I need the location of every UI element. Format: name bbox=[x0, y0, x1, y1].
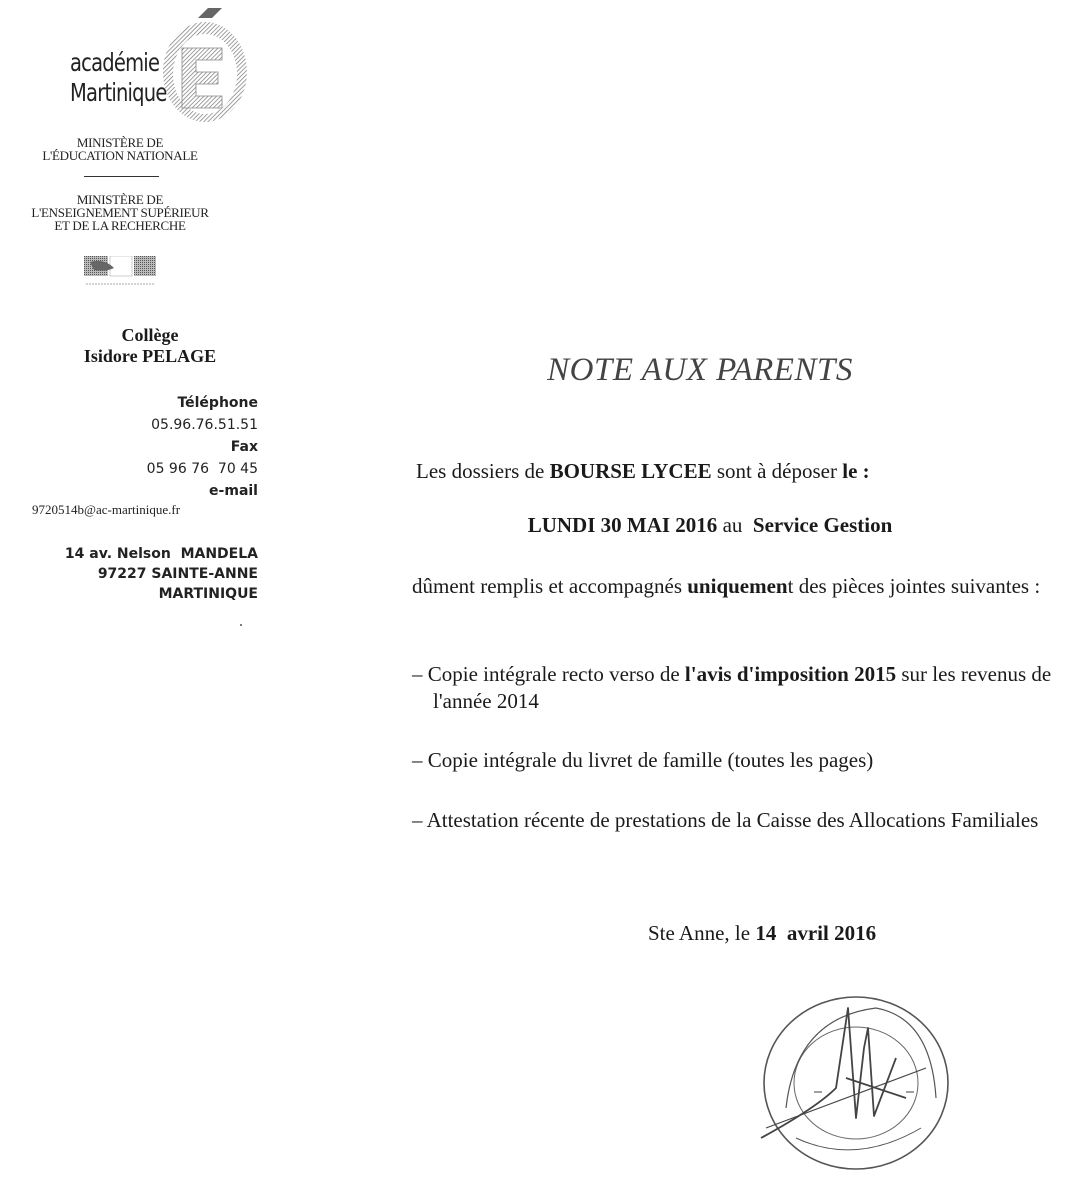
deadline-line bbox=[410, 512, 1010, 539]
ministry-higher-line: MINISTÈRE DE bbox=[76, 192, 164, 207]
note-title: NOTE AUX PARENTS bbox=[547, 352, 853, 388]
list-item-text: – Copie intégrale recto verso de bbox=[412, 662, 685, 686]
ministry-higher-line: L'ENSEIGNEMENT SUPÉRIEUR bbox=[31, 205, 209, 220]
intro-text: Les dossiers de bbox=[416, 459, 550, 483]
deadline-au: au bbox=[717, 513, 753, 537]
academie-e-logo-icon bbox=[160, 8, 250, 136]
email-label: e-mail bbox=[209, 483, 258, 499]
intro-le: le : bbox=[842, 459, 870, 483]
list-item bbox=[412, 661, 1082, 715]
college-stamp bbox=[756, 988, 956, 1178]
logo-text-martinique: Martinique bbox=[70, 78, 167, 107]
academie-logo bbox=[60, 8, 250, 138]
stray-dot bbox=[240, 624, 242, 626]
intro-paragraph bbox=[416, 458, 870, 485]
list-item-text: sur les revenus de l'année 2014 bbox=[433, 662, 1052, 713]
college-name-line1: Collège bbox=[121, 325, 179, 345]
email-address: 9720514b@ac-martinique.fr bbox=[32, 502, 181, 517]
deadline-date: LUNDI 30 MAI 2016 bbox=[527, 513, 718, 537]
address-street: 14 av. Nelson MANDELA bbox=[64, 546, 258, 562]
intro-bourse-lycee: BOURSE LYCEE bbox=[549, 459, 712, 483]
intro-text: sont à déposer bbox=[711, 459, 843, 483]
phone-label: Téléphone bbox=[177, 395, 258, 411]
fax-number: 05 96 76 70 45 bbox=[146, 461, 258, 477]
deadline-service: Service Gestion bbox=[752, 513, 893, 537]
documents-text: t des pièces jointes suivantes : bbox=[787, 574, 1041, 598]
ministry-education bbox=[0, 136, 240, 162]
signature-date: 14 avril 2016 bbox=[755, 921, 877, 945]
signature-place: Ste Anne, le bbox=[648, 921, 756, 945]
list-item: – Attestation récente de prestations de la Caisse des Allocations Familiales bbox=[412, 808, 1039, 832]
logo-text-academie: académie bbox=[70, 48, 160, 77]
fax-label: Fax bbox=[230, 439, 258, 455]
list-item: – Copie intégrale du livret de famille (toutes les pages) bbox=[412, 748, 874, 772]
address-country: MARTINIQUE bbox=[158, 586, 258, 602]
documents-uniquement: uniquemen bbox=[687, 574, 788, 598]
phone-number: 05.96.76.51.51 bbox=[151, 417, 258, 433]
documents-text: dûment remplis et accompagnés bbox=[412, 574, 688, 598]
ministry-higher-line: ET DE LA RECHERCHE bbox=[54, 218, 186, 233]
ministry-higher-education bbox=[0, 193, 240, 232]
ministry-education-line: L'ÉDUCATION NATIONALE bbox=[42, 148, 198, 163]
signature-date-line bbox=[648, 920, 876, 947]
ministry-divider bbox=[84, 176, 159, 177]
list-item-avis: l'avis d'imposition 2015 bbox=[684, 662, 897, 686]
documents-paragraph bbox=[412, 573, 1062, 600]
ministry-education-line: MINISTÈRE DE bbox=[76, 135, 164, 150]
college-name-line2: Isidore PELAGE bbox=[83, 346, 217, 366]
marianne-logo-icon bbox=[84, 256, 164, 288]
address-city: 97227 SAINTE-ANNE bbox=[97, 566, 258, 582]
